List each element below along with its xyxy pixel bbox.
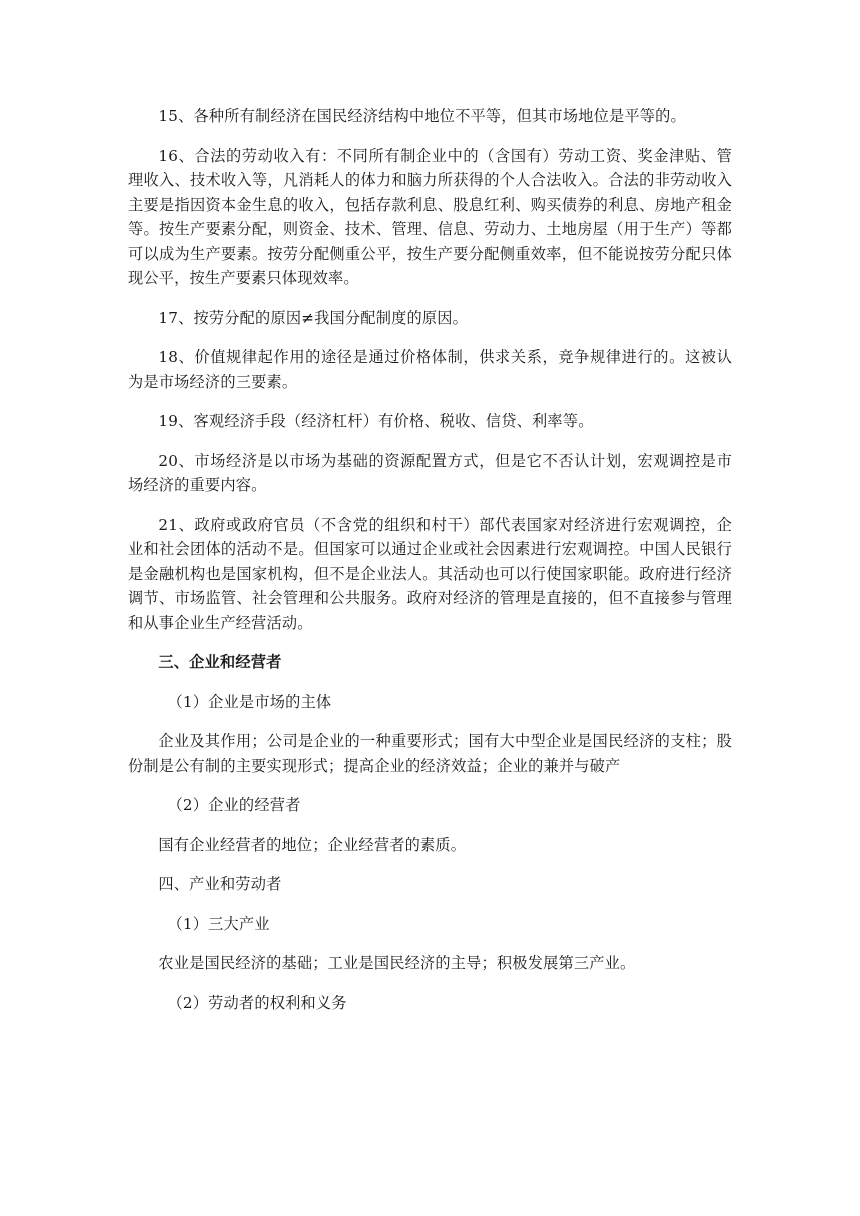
paragraph-19: 19、客观经济手段（经济杠杆）有价格、税收、信贷、利率等。 xyxy=(158,412,594,430)
section-3-heading: 三、企业和经营者 xyxy=(158,653,282,671)
document-body xyxy=(128,104,732,1015)
section-3-text-2: 国有企业经营者的地位；企业经营者的素质。 xyxy=(158,835,467,854)
paragraph-16: 16、合法的劳动收入有：不同所有制企业中的（含国有）劳动工资、奖金津贴、管理收入、技术收入等，凡消耗人的体力和脑力所获得的个人合法收入。合法的非劳动收入主要是指因资本金生息的收入，包括存款利息、股息红利、购买债券的利息、房地产租金等。按生产要素分配，则资金、技术、管理、信息、劳动力、土地房屋（用于生产）等都可以成为生产要素。按劳分配侧重公平，按生产要分配侧重效率，但不能说按劳分配只体现公平，按生产要素只体现效率。 xyxy=(128,146,732,287)
section-4-text-1: 农业是国民经济的基础；工业是国民经济的主导；积极发展第三产业。 xyxy=(158,954,636,972)
section-4-subheading-2: （2）劳动者的权利和义务 xyxy=(167,993,347,1012)
paragraph-21: 21、政府或政府官员（不含党的组织和村干）部代表国家对经济进行宏观调控，企业和社会团体的活动不是。但国家可以通过企业或社会因素进行宏观调控。中国人民银行是金融机构也是国家机构，但不是企业法人。其活动也可以行使国家职能。政府进行经济调节、市场监管、社会管理和公共服务。政府对经济的管理是直接的，但不直接参与管理和从事企业生产经营活动。 xyxy=(128,515,732,632)
paragraph-17: 17、按劳分配的原因≠我国分配制度的原因。 xyxy=(158,308,469,327)
paragraph-20: 20、市场经济是以市场为基础的资源配置方式，但是它不否认计划，宏观调控是市场经济的重要内容。 xyxy=(128,451,732,494)
section-3-text-1: 企业及其作用；公司是企业的一种重要形式；国有大中型企业是国民经济的支柱；股份制是公有制的主要实现形式；提高企业的经济效益；企业的兼并与破产 xyxy=(128,732,732,775)
section-4-subheading-1: （1）三大产业 xyxy=(167,914,270,933)
section-3-subheading-2: （2）企业的经营者 xyxy=(167,796,301,814)
section-3-subheading-1: （1）企业是市场的主体 xyxy=(167,692,332,711)
section-4-heading: 四、产业和劳动者 xyxy=(158,875,282,893)
paragraph-18: 18、价值规律起作用的途径是通过价格体制，供求关系，竞争规律进行的。这被认为是市场经济的三要素。 xyxy=(128,348,732,391)
paragraph-15: 15、各种所有制经济在国民经济结构中地位不平等，但其市场地位是平等的。 xyxy=(158,107,686,125)
